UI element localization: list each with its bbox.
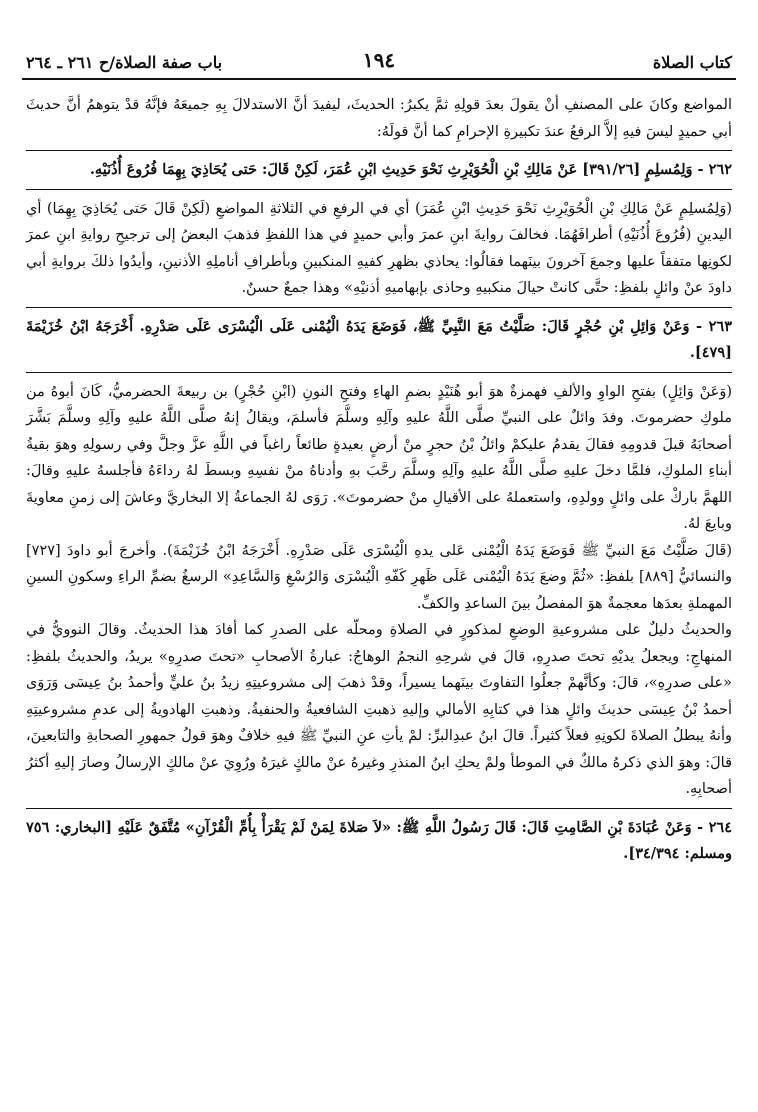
hadith-263: ٢٦٣ - وَعَنْ وَائِلِ بْنِ حُجْرٍ قَالَ: صَلَّيْتُ مَعَ النَّبِيِّ ﷺ، فَوَضَعَ يَدَهُ الْيُمْنى عَلَى الْيُسْرَى عَلَى صَدْرِهِ. أَخْرَجَهُ ابْنُ خُزَيْمَةَ [٤٧٩]. [26, 317, 732, 361]
commentary-paragraph: (وَعَنْ وَائِلٍ) بفتحِ الواوِ والألفِ فهمزةٌ هوَ أبو هُنَيْدٍ بضمِ الهاءِ وفتحِ النونِ (ابْنِ حُجْرٍ) بن ربيعةَ الحضرميُّ، كَانَ أبوهُ من ملوكِ حضرموتَ. وفدَ وائلٌ على النبيِّ صلَّى اللَّهُ عليهِ وآلِهِ وسلَّمَ فأسلمَ، ويقالُ إنهُ صلَّى اللَّهُ عليهِ وآلِهِ وسلَّمَ بَشَّرَ أصحابَهُ قبلَ قدومِهِ فقالَ يقدمُ عليكمْ وائلُ بْنُ حجرٍ منْ أرضٍ بعيدةٍ طائعاً راغباً في اللَّهِ عزَّ وجلَّ وفي رسولِهِ وهوَ بقيةُ أبناءِ الملوكِ، فلمَّا دخلَ عليهِ صلَّى اللَّهُ عليهِ وآلِهِ وسلَّمَ رحَّبَ بهِ وأدناهُ منْ نفسِهِ وبسطَ لهُ رداءَهُ فأجلسهُ عليهِ وقالَ: اللهمَّ باركْ على وائلٍ وولدِهِ، واستعملهُ على الأقيالِ منْ حضرموتَ». رَوَى لهُ الجماعةُ إلا البخاريَّ وعاشَ إلى زمنِ معاويةَ وبايعَ لهُ. [26, 383, 732, 532]
paragraph: المواضع وكانَ على المصنفِ أنْ يقولَ بعدَ قولِهِ ثمَّ يكبرُ: الحديثَ، ليفيدَ أنَّ الاستدلالَ بِهِ جميعَهُ فإنَّهُ قدْ يتوهمُ أنَّ حديثَ أبي حميدٍ ليسَ فيهِ إلاَّ الرفعُ عندَ تكبيرةِ الإحرامِ كما أنَّ قولَهُ: [26, 97, 732, 140]
hadith-264: ٢٦٤ - وَعَنْ عُبَادَةَ بْنِ الصَّامِتِ قَالَ: قَالَ رَسُولُ اللَّهِ ﷺ: «لاَ صَلاةَ لِمَنْ لَمْ يَقْرَأْ بِأُمِّ الْقُرْآنِ» مُتَّفَقٌ عَلَيْهِ [البخاري: ٧٥٦ ومسلم: ٣٤/٣٩٤]. [26, 818, 732, 862]
commentary-paragraph: والحديثُ دليلٌ على مشروعيةِ الوضعِ لمذكورٍ في الصلاةِ ومحلّه على الصدرِ كما أفادَ هذا الحديثُ. وقالَ النوويُّ في المنهاجِ: ويجعلُ يديْهِ تحتَ صدرِهِ، قالَ في شرحِهِ النجمُ الوهاجُ: عبارةُ الأصحابِ «تحتَ صدرِهِ» يريدُ، والحديثُ بلفظِ: «على صدرِهِ»، قالَ: وكأنَّهمْ جعلُوا التفاوتَ بينَهما يسيراً، وقدْ ذهبَ إلى مشروعيتِهِ زيدُ بنُ عليٍّ وأحمدُ بنُ عِيسَى وَرَوَى أحمدُ بْنُ عِيسَى حديثَ وائلٍ هذا في كتابِهِ الأمالي وإليهِ ذهبتِ الشافعيةُ والحنفيةُ. وذهبتِ الهادويةُ إلى عدمِ مشروعيتِهِ وأنهُ يبطلُ الصلاةَ لكونِهِ فعلاً كثيراً. قالَ ابنُ عبدِالبرِّ: لمْ يأتِ عنِ النبيِّ ﷺ فيهِ خلافٌ وهوَ قولُ جمهورِ الصحابةِ والتابعينَ، قالَ: وهوَ الذي ذكرهُ مالكٌ في الموطأ ولمْ يحكِ ابنُ المنذرِ وغيرهُ عنْ مالكٍ غيرَهُ ورُوِيَ عنْ مالكٍ الإرسالُ وصارَ إليهِ أكثرُ أصحابِهِ. [26, 622, 732, 797]
divider [26, 189, 732, 190]
divider [26, 150, 732, 151]
commentary-paragraph: (وَلِمُسلِمٍ عَنْ مَالِكِ بْنِ الْحُوَيْرِثِ نَحْوَ حَدِيثِ ابْنِ عُمَرَ) أي في الرفعِ في الثلاثةِ المواضعِ (لَكِنْ قَالَ حَتى يُحَاذِيَ بِهِمَا) أي اليدينِ (فُرُوعَ أُذُنَيْهِ) أطرافَهُمَا. فخالفَ روايةَ ابنِ عمرَ وأبي حميدٍ في هذا اللفظِ فذهبَ البعضُ إلى ترجيحِ روايةِ ابنِ عمرَ لكونِها متفقاً عليها وجمعَ آخرونَ بينَهما فقالُوا: يحاذي بظهرِ كفيهِ المنكبينِ وبأطرافِ أناملِهِ الأذنينِ، وأيدُوا ذلكَ بروايةِ أبي داودَ عنْ وائلٍ بلفظِ: حتَّى كانتْ حيالَ منكبيهِ وحاذى بإبهاميهِ أذنيْهِ» وهذا جمعٌ حسنٌ. [26, 200, 732, 296]
book-title: كتاب الصلاة [652, 53, 732, 72]
hadith-262: ٢٦٢ - وَلِمُسلِمٍ [٣٩١/٢٦] عَنْ مَالِكِ بْنِ الْحُوَيْرِثِ نَحْوَ حَدِيثِ ابْنِ عُمَرَ، لَكِنْ قَالَ: حَتى يُحَاذِيَ بِهِمَا فُرُوعَ أُذُنَيْهِ. [89, 161, 732, 178]
section-title: باب صفة الصلاة/ح ٢٦١ ـ ٢٦٤ [26, 53, 223, 72]
page-header [22, 42, 736, 80]
page-body [26, 92, 732, 868]
page-number: ١٩٤ [362, 48, 396, 72]
divider [26, 808, 732, 809]
divider [26, 307, 732, 308]
commentary-paragraph: (قَالَ صَلَّيْتُ مَعَ النبيِّ ﷺ فَوَضَعَ يَدَهُ الْيُمْنى عَلى يدهِ الْيُسْرَى عَلَى صَدْرِهِ. أَخْرَجَهُ ابْنُ خُزَيْمَةَ). وأخرجَ أبو داودَ [٧٢٧] والنسائيُّ [٨٨٩] بلفظِ: «ثُمَّ وضعَ يَدَهُ الْيُمْنى عَلَى ظَهرِ كَفّهِ الْيُسْرَى وَالرُسْغِ وَالسَّاعِدِ» الرسغُ بضمِّ الراءِ وسكونِ السينِ المهملةِ بعدَها معجمةٌ هوَ المفصلُ بينَ الساعدِ والكفِّ. [26, 542, 732, 612]
divider [26, 372, 732, 373]
